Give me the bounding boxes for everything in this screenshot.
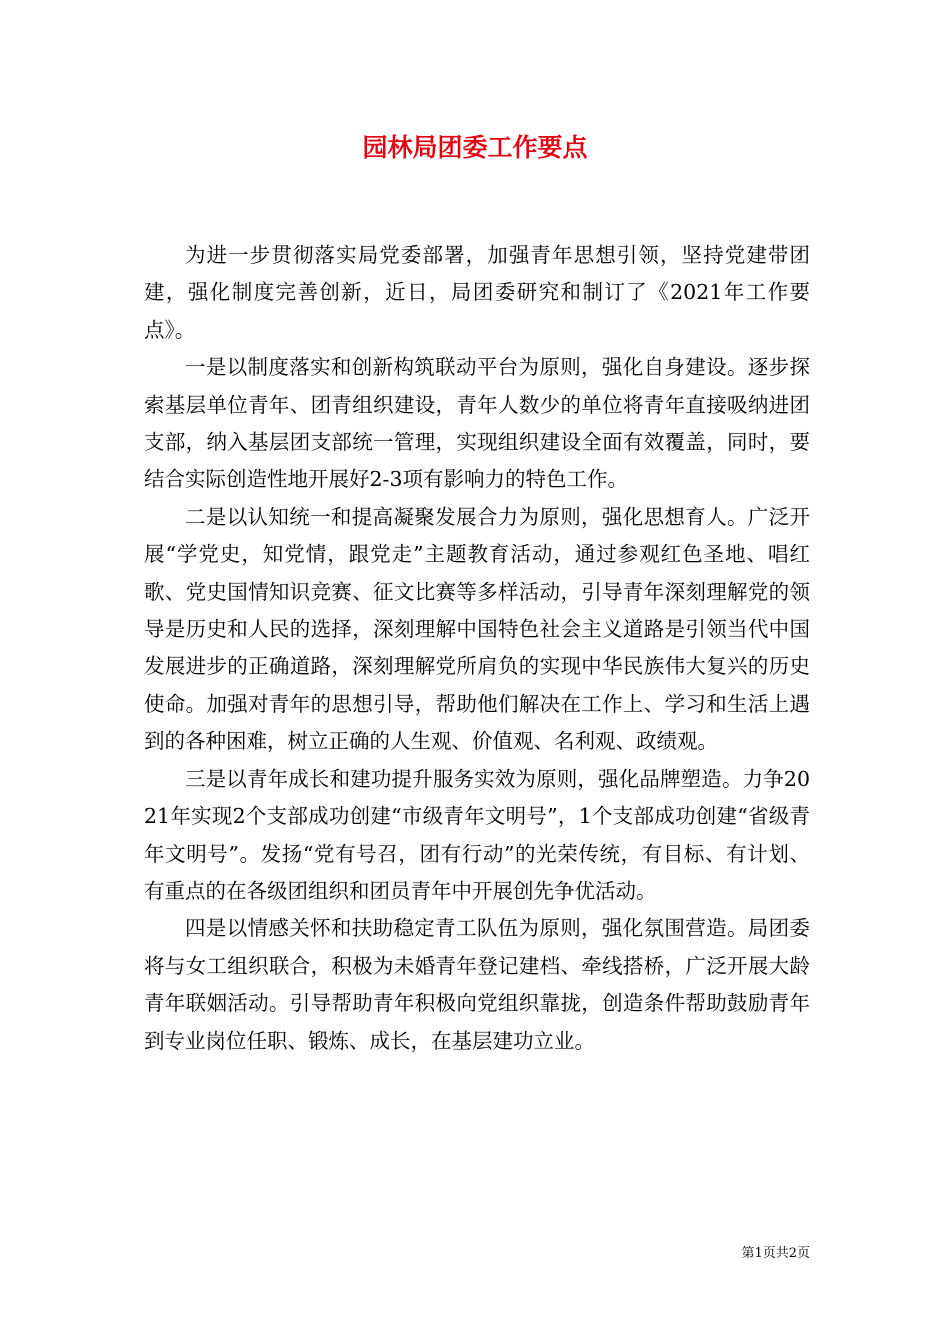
- paragraph-intro: 为进一步贯彻落实局党委部署，加强青年思想引领，坚持党建带团建，强化制度完善创新，近日，局团委研究和制订了《2021年工作要点》。: [144, 243, 810, 342]
- paragraph-point-two: 二是以认知统一和提高凝聚发展合力为原则，强化思想育人。广泛开展“学党史，知党情，跟党走”主题教育活动，通过参观红色圣地、唱红歌、党史国情知识竞赛、征文比赛等多样活动，引导青年深刻理解党的领导是历史和人民的选择，深刻理解中国特色社会主义道路是引领当代中国发展进步的正确道路，深刻理解党所肩负的实现中华民族伟大复兴的历史使命。加强对青年的思想引导，帮助他们解决在工作上、学习和生活上遇到的各种困难，树立正确的人生观、价值观、名利观、政绩观。: [144, 504, 810, 754]
- paragraph-point-one: 一是以制度落实和创新构筑联动平台为原则，强化自身建设。逐步探索基层单位青年、团青组织建设，青年人数少的单位将青年直接吸纳进团支部，纳入基层团支部统一管理，实现组织建设全面有效覆盖，同时，要结合实际创造性地开展好2-3项有影响力的特色工作。: [144, 355, 810, 492]
- page-number-footer: 第1页共2页: [741, 1246, 810, 1261]
- document-title: 园林局团委工作要点: [362, 133, 588, 162]
- paragraph-point-three: 三是以青年成长和建功提升服务实效为原则，强化品牌塑造。力争2021年实现2个支部成功创建“市级青年文明号”，1个支部成功创建“省级青年文明号”。发扬“党有号召，团有行动”的光荣传统，有目标、有计划、有重点的在各级团组织和团员青年中开展创先争优活动。: [144, 766, 810, 903]
- document-body: [144, 237, 810, 1060]
- paragraph-point-four: 四是以情感关怀和扶助稳定青工队伍为原则，强化氛围营造。局团委将与女工组织联合，积极为未婚青年登记建档、牵线搭桥，广泛开展大龄青年联姻活动。引导帮助青年积极向党组织靠拢，创造条件帮助鼓励青年到专业岗位任职、锻炼、成长，在基层建功立业。: [144, 916, 810, 1053]
